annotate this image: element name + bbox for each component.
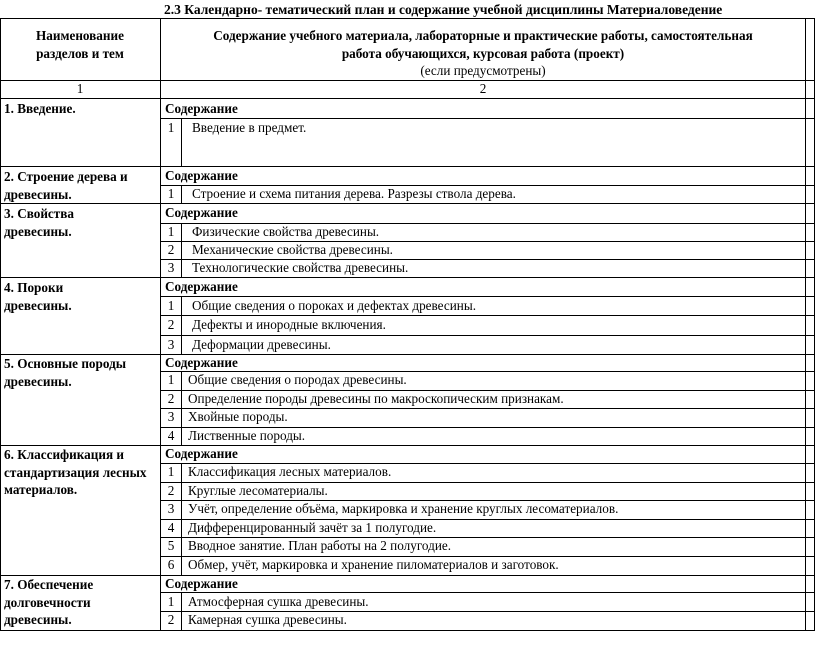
item-number: 1 [167, 186, 175, 201]
item-number: 2 [167, 612, 175, 627]
item-number: 4 [167, 428, 175, 443]
item-number: 5 [167, 538, 175, 553]
item-text: Определение породы древесины по макроскопическим признакам. [188, 391, 564, 406]
item-number: 3 [167, 337, 175, 352]
header-col1-line2: разделов и тем [36, 46, 124, 61]
item-number: 1 [167, 224, 175, 239]
section-title: 2. Строение дерева и древесины. [4, 169, 128, 202]
item-number: 4 [167, 520, 175, 535]
item-text: Строение и схема питания дерева. Разрезы ствола дерева. [192, 186, 516, 201]
item-text: Деформации древесины. [192, 337, 331, 352]
item-text: Механические свойства древесины. [192, 242, 393, 257]
section-title: 4. Пороки древесины. [4, 280, 72, 313]
header-number-2: 2 [479, 81, 487, 96]
item-text: Общие сведения о пороках и дефектах древесины. [192, 298, 476, 313]
item-number: 1 [167, 464, 175, 479]
item-text: Введение в предмет. [192, 120, 307, 135]
item-text: Физические свойства древесины. [192, 224, 380, 239]
item-number: 6 [167, 557, 175, 572]
item-number: 3 [167, 409, 175, 424]
item-text: Технологические свойства древесины. [192, 260, 409, 275]
item-text: Атмосферная сушка древесины. [188, 594, 369, 609]
item-text: Обмер, учёт, маркировка и хранение пиломатериалов и заготовок. [188, 557, 559, 572]
header-number-1: 1 [76, 81, 84, 96]
item-text: Лиственные породы. [188, 428, 306, 443]
header-col1-line1: Наименование [36, 28, 124, 43]
item-number: 1 [167, 120, 175, 135]
content-label: Содержание [165, 355, 238, 370]
section-title: 5. Основные породы древесины. [4, 356, 127, 389]
content-label: Содержание [165, 205, 238, 220]
item-text: Дифференцированный зачёт за 1 полугодие. [188, 520, 437, 535]
document-title: 2.3 Календарно- тематический план и содержание учебной дисциплины Материаловедение [164, 2, 723, 17]
item-number: 1 [167, 594, 175, 609]
item-text: Общие сведения о породах древесины. [188, 372, 407, 387]
item-number: 1 [167, 298, 175, 313]
item-number: 3 [167, 260, 175, 275]
item-text: Дефекты и инородные включения. [192, 317, 386, 332]
item-text: Учёт, определение объёма, маркировка и хранение круглых лесоматериалов. [188, 501, 619, 516]
section-title: 1. Введение. [4, 101, 76, 116]
item-text: Классификация лесных материалов. [188, 464, 392, 479]
content-label: Содержание [165, 168, 238, 183]
content-label: Содержание [165, 576, 238, 591]
item-number: 3 [167, 501, 175, 516]
header-col2-line2: работа обучающихся, курсовая работа (проект) [341, 46, 625, 61]
content-label: Содержание [165, 446, 238, 461]
section-title: 6. Классификация и стандартизация лесных материалов. [4, 447, 147, 497]
section-title: 7. Обеспечение долговечности древесины. [4, 577, 94, 627]
item-text: Круглые лесоматериалы. [188, 483, 328, 498]
item-number: 1 [167, 372, 175, 387]
item-number: 2 [167, 391, 175, 406]
header-col2-line1: Содержание учебного материала, лабораторные и практические работы, самостоятельная [213, 28, 753, 43]
item-number: 2 [167, 242, 175, 257]
item-text: Вводное занятие. План работы на 2 полугодие. [188, 538, 452, 553]
item-text: Камерная сушка древесины. [188, 612, 347, 627]
header-col2-line3: (если предусмотрены) [420, 63, 546, 78]
content-label: Содержание [165, 101, 238, 116]
section-title: 3. Свойства древесины. [4, 206, 74, 239]
item-number: 2 [167, 483, 175, 498]
content-label: Содержание [165, 279, 238, 294]
item-text: Хвойные породы. [188, 409, 288, 424]
item-number: 2 [167, 317, 175, 332]
